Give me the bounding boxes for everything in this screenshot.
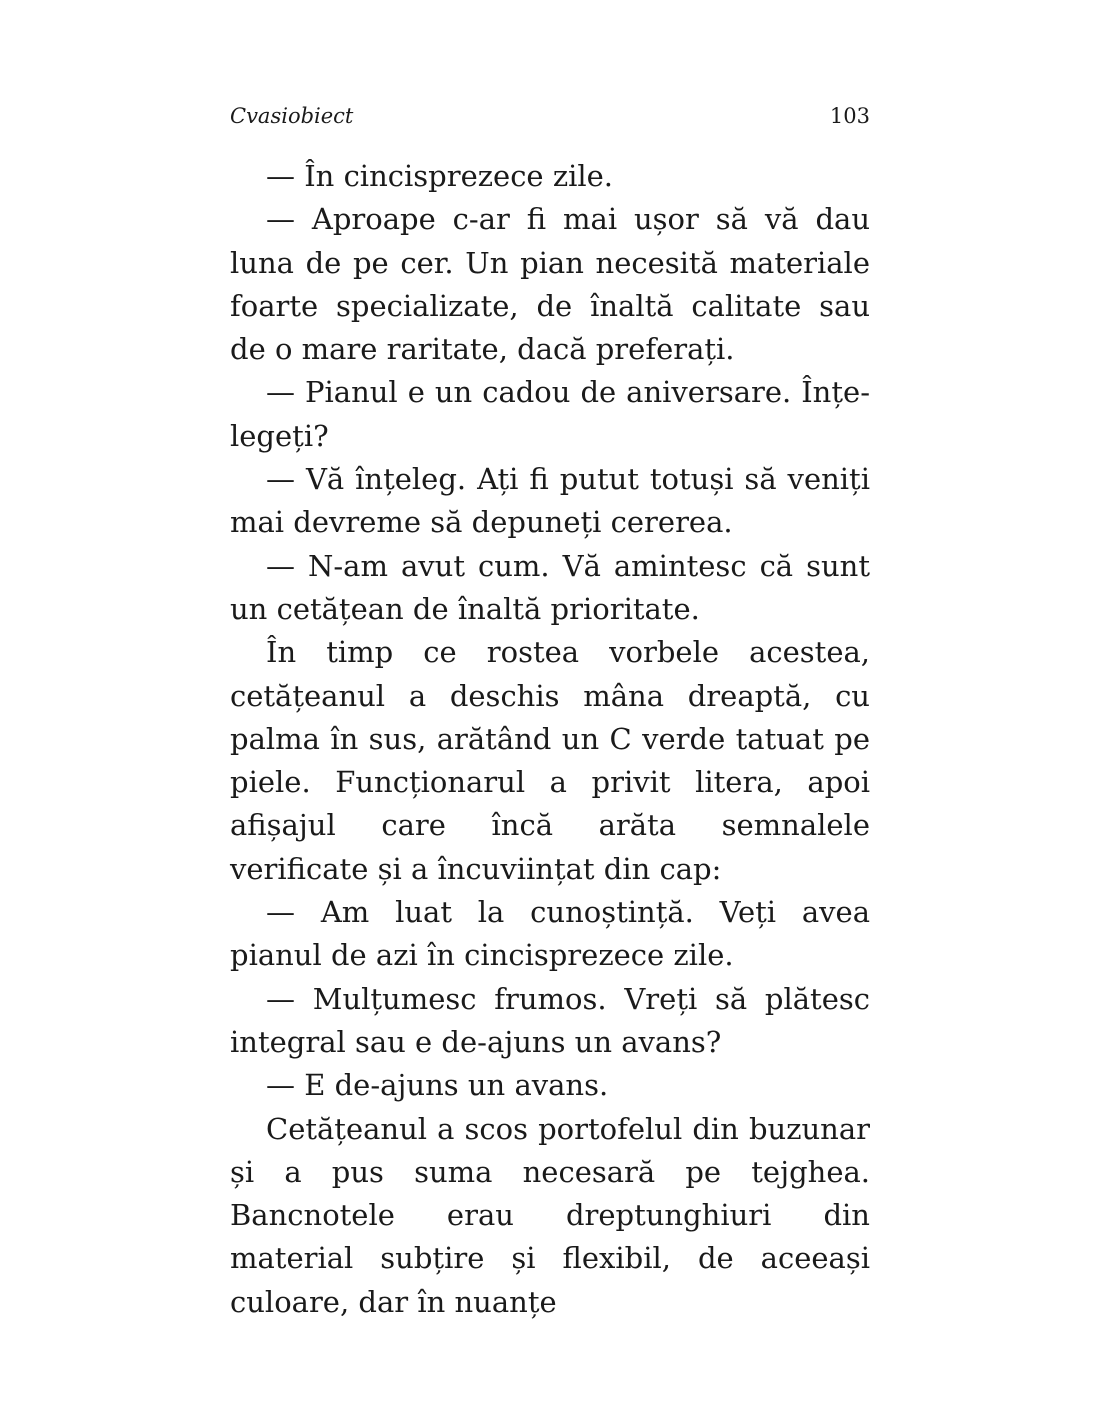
paragraph: — În cincisprezece zile. [266,159,614,193]
running-title: Cvasiobiect [230,104,354,128]
paragraph: — E de-ajuns un avans. [266,1068,609,1103]
paragraph: — Am luat la cunoștință. Veți avea pianul de azi în cincisprezece zile. [230,895,870,973]
paragraph: — Aproape c-ar fi mai ușor să vă dau luna de pe cer. Un pian necesită materiale foarte specializate, de înaltă calitate sau de o mare raritate, dacă preferați. [230,202,870,367]
running-head [230,104,870,136]
page-number: 103 [829,104,870,128]
paragraph: — Vă înțeleg. Ați fi putut totuși să veniți mai devreme să depuneți cererea. [230,462,870,540]
body-text [230,155,870,1324]
paragraph: Cetățeanul a scos portofelul din buzunar și a pus suma necesară pe tejghea. Bancnotele erau dreptunghiuri din material subțire și flexibil, de aceeași culoare, dar în nuanțe [230,1111,870,1319]
paragraph: — N-am avut cum. Vă amintesc că sunt un cetățean de înaltă prioritate. [230,548,870,626]
paragraph: — Pianul e un cadou de aniversare. Înțelegeți? [230,375,870,453]
paragraph: — Mulțumesc frumos. Vreți să plătesc integral sau e de-ajuns un avans? [230,981,870,1059]
paragraph: În timp ce rostea vorbele acestea, cetățeanul a deschis mâna dreaptă, cu palma în sus, arătând un C verde tatuat pe piele. Funcționarul a privit litera, apoi afișajul care încă arăta semnalele verificate și a încuviințat din cap: [230,635,870,886]
